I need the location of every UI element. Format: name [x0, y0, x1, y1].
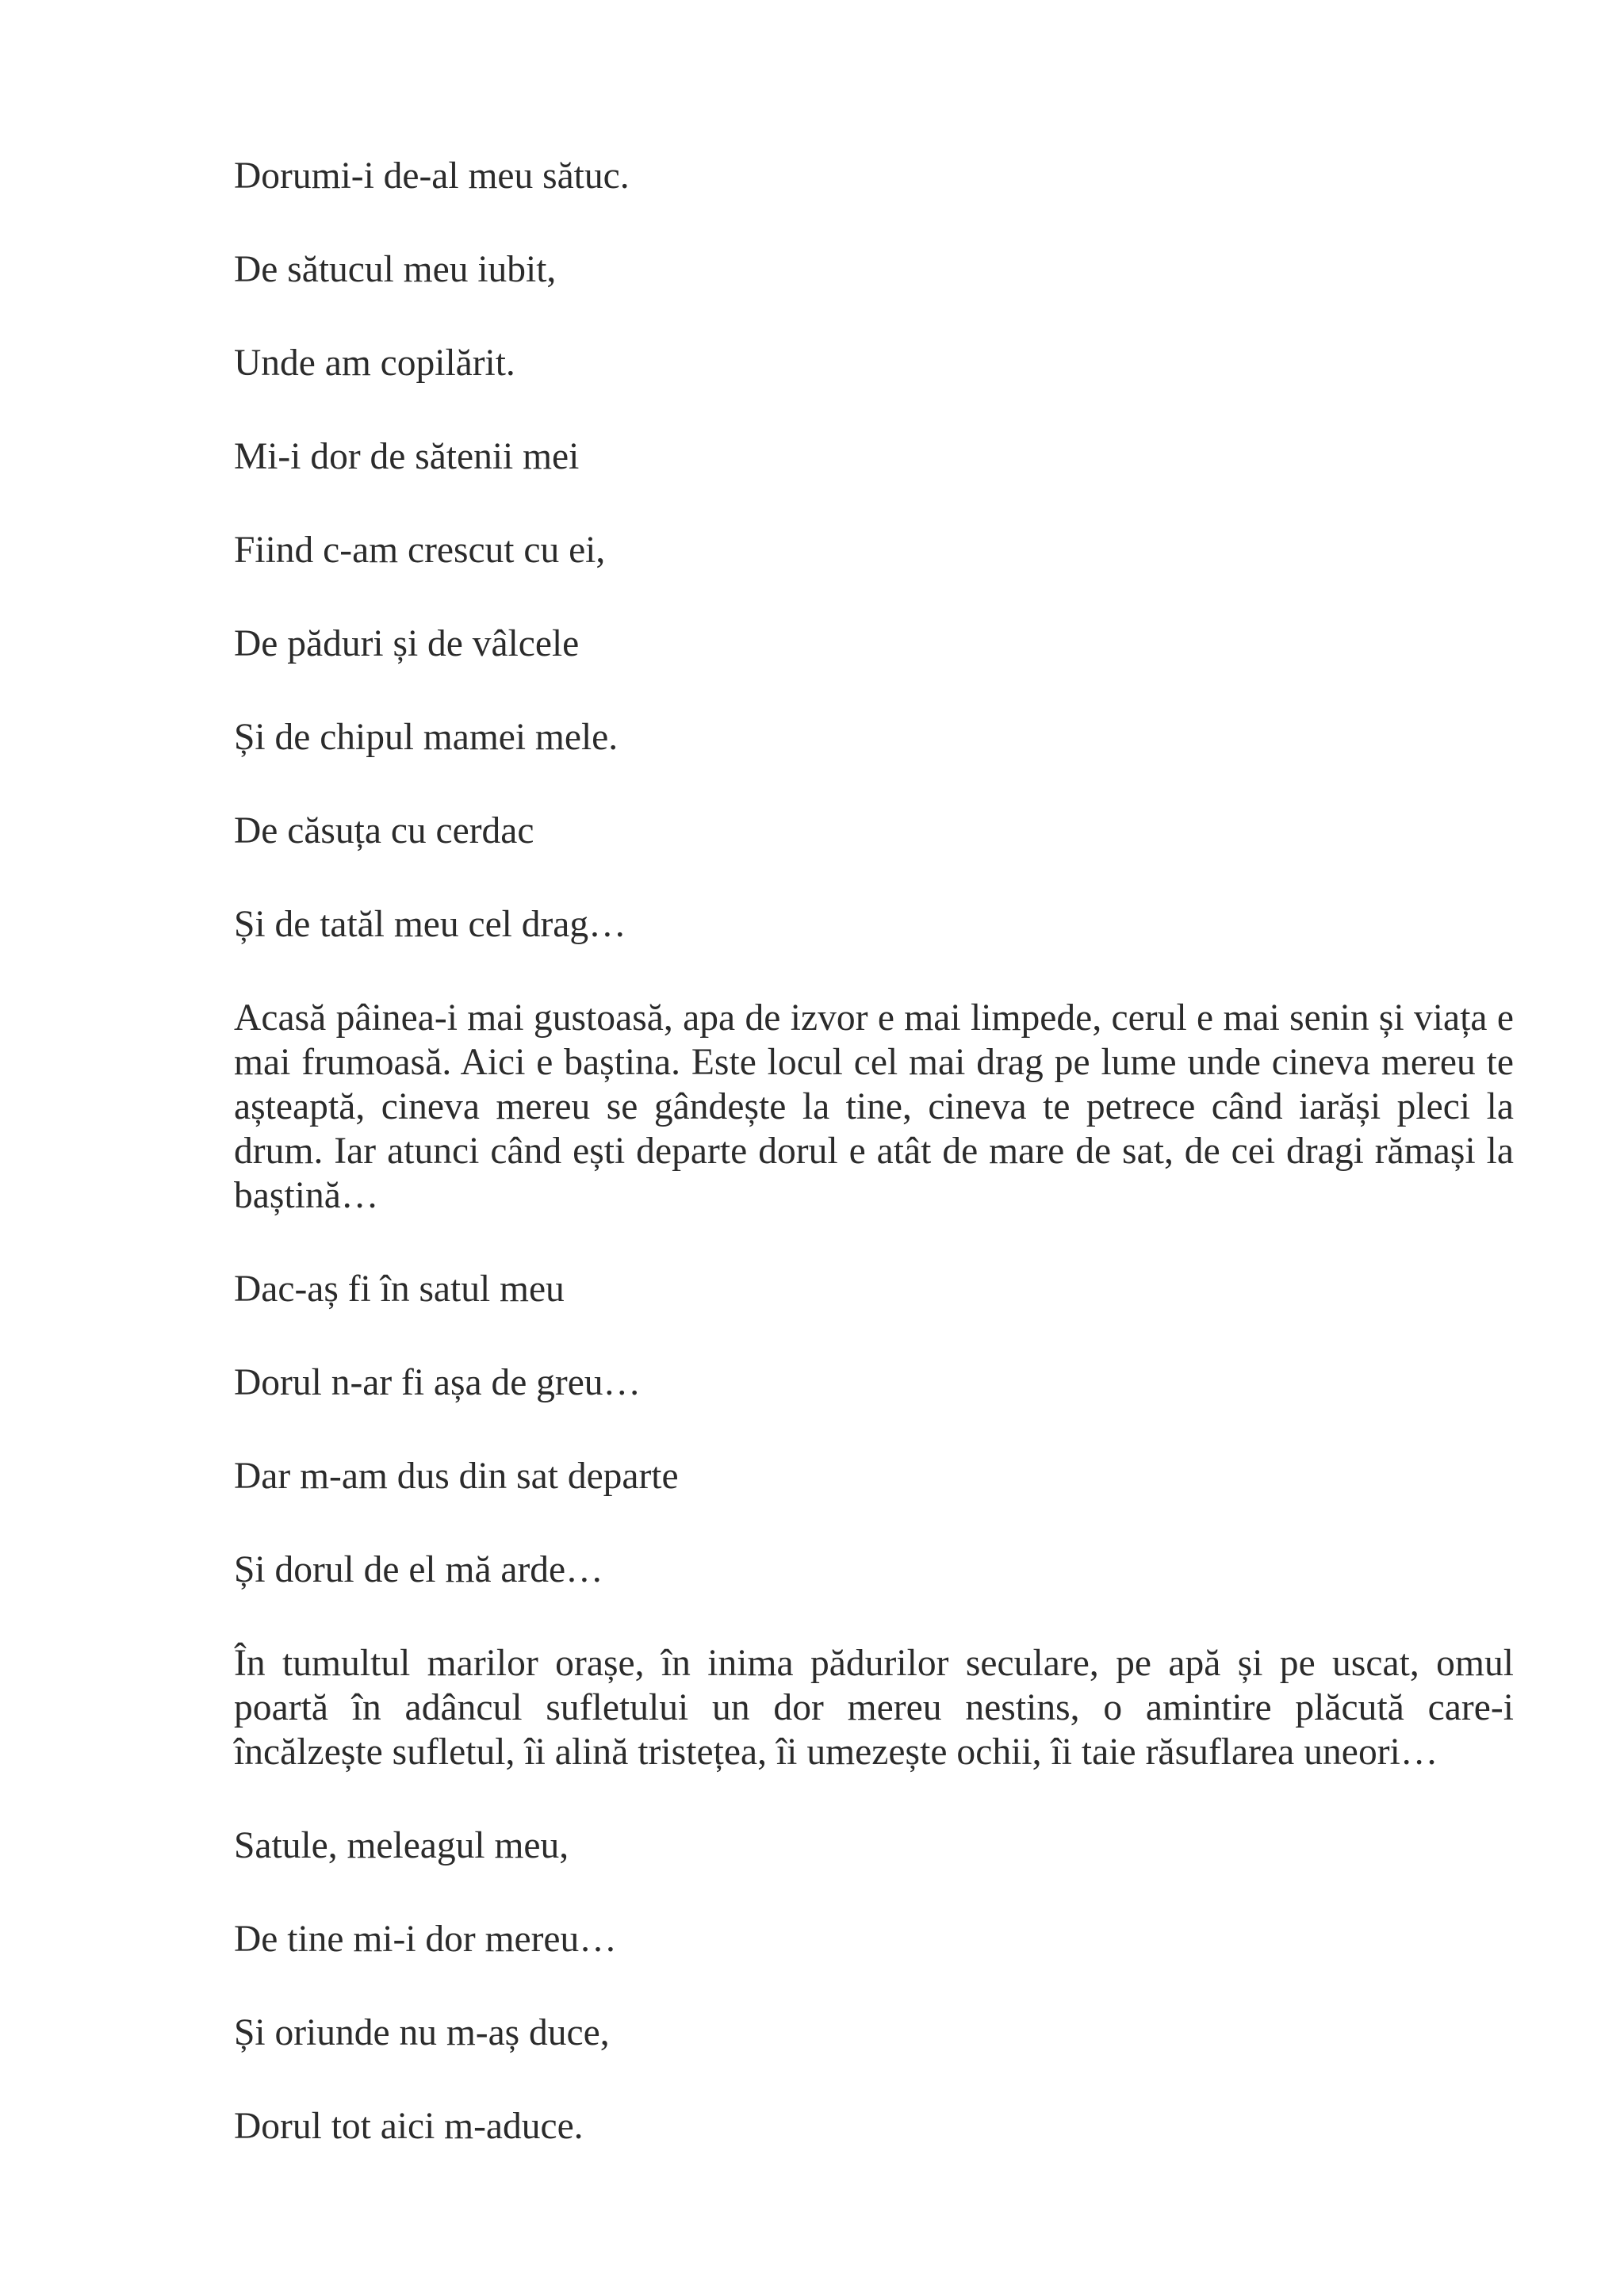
- verse-line: De sătucul meu iubit,: [234, 249, 557, 290]
- verse-line: Dorumi-i de-al meu sătuc.: [234, 155, 630, 197]
- verse-line: De căsuța cu cerdac: [234, 810, 534, 851]
- verse-line: Și de chipul mamei mele.: [234, 717, 619, 758]
- verse-line: De păduri și de vâlcele: [234, 623, 580, 664]
- verse-line: Dorul n-ar fi așa de greu…: [234, 1362, 642, 1403]
- verse-line: De tine mi-i dor mereu…: [234, 1919, 617, 1960]
- verse-line: Mi-i dor de sătenii mei: [234, 436, 580, 477]
- verse-line: Satule, meleagul meu,: [234, 1825, 569, 1866]
- document-body: [234, 154, 1514, 2149]
- prose-paragraph: În tumultul marilor orașe, în inima pădurilor seculare, pe apă și pe uscat, omul poartă în adâncul sufletului un dor mereu nestins, o amintire plăcută care-i încălzește sufletul, îi alină tristețea, îi umezește ochii, îi taie răsuflarea uneori…: [234, 1643, 1514, 1773]
- verse-line: Și dorul de el mă arde…: [234, 1549, 603, 1590]
- verse-line: Dorul tot aici m-aduce.: [234, 2106, 584, 2147]
- verse-line: Dar m-am dus din sat departe: [234, 1456, 679, 1497]
- verse-line: Și de tatăl meu cel drag…: [234, 904, 626, 945]
- verse-line: Fiind c-am crescut cu ei,: [234, 530, 606, 571]
- verse-line: Și oriunde nu m-aș duce,: [234, 2012, 610, 2053]
- verse-line: Unde am copilărit.: [234, 342, 515, 384]
- prose-paragraph: Acasă pâinea-i mai gustoasă, apa de izvor e mai limpede, cerul e mai senin și viața e mai frumoasă. Aici e baștina. Este locul cel mai drag pe lume unde cineva mereu te așteaptă, cineva mereu se gândește la tine, cineva te petrece când iarăși pleci la drum. Iar atunci când ești departe dorul e atât de mare de sat, de cei dragi rămași la baștină…: [234, 997, 1514, 1216]
- verse-line: Dac-aș fi în satul meu: [234, 1269, 565, 1310]
